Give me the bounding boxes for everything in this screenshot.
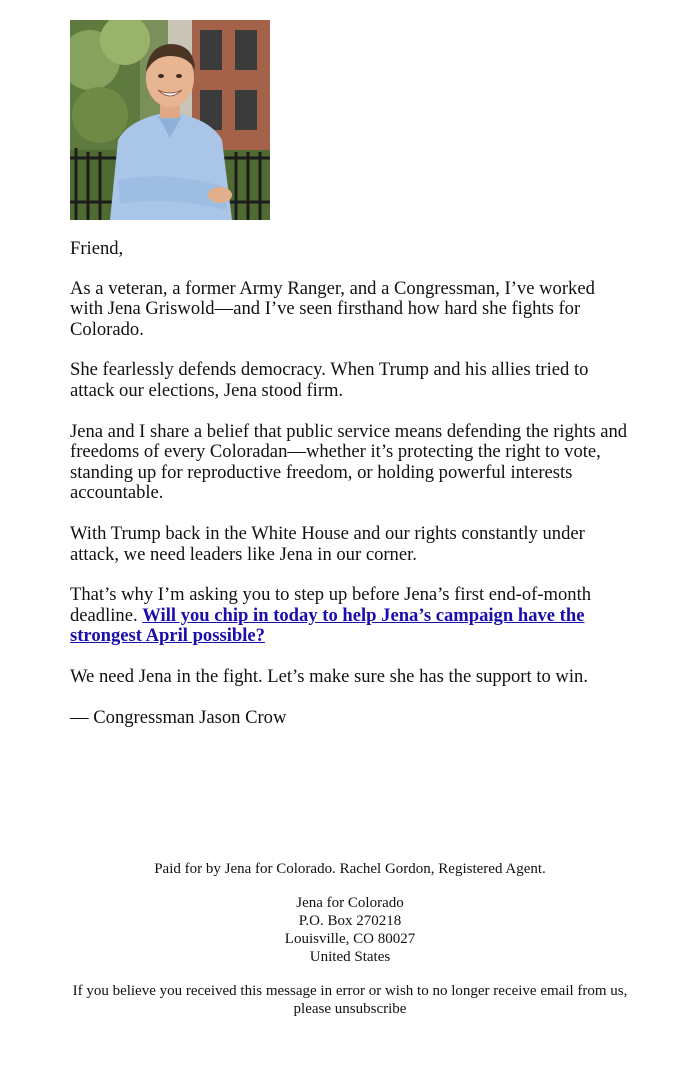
paragraph-veteran: As a veteran, a former Army Ranger, and a Congressman, I’ve worked with Jena Griswold—and I’ve seen firsthand how hard she fights for Colorado. [70,277,595,340]
address-org: Jena for Colorado [296,895,404,911]
mailing-address [70,894,630,966]
deadline-lead-text: That’s why I’m asking you to step up before Jena’s first end-of-month deadline. [70,584,592,626]
email-body [70,20,630,748]
paragraph-shared-belief: Jena and I share a belief that public service means defending the rights and freedoms of every Coloradan—whether it’s protecting the right to vote, standing up for reproductive freedom, or holding powerful interests accountable. [70,420,628,504]
paid-for-disclaimer: Paid for by Jena for Colorado. Rachel Gordon, Registered Agent. [154,861,546,877]
address-country: United States [309,949,391,965]
unsubscribe-notice[interactable]: If you believe you received this message in error or wish to no longer receive email from us, please unsubscribe [72,983,628,1017]
paragraph-deadline [70,585,630,647]
letter-content [70,239,630,728]
paragraph-democracy: She fearlessly defends democracy. When Trump and his allies tried to attack our elections, Jena stood firm. [70,359,589,401]
footer [70,860,630,1034]
greeting: Friend, [70,238,124,259]
chip-in-link[interactable]: Will you chip in today to help Jena’s campaign have the strongest April possible? [70,604,585,647]
address-po-box: P.O. Box 270218 [298,913,402,929]
paragraph-trump-back: With Trump back in the White House and our rights constantly under attack, we need leaders like Jena in our corner. [70,522,585,565]
portrait-photo [70,20,270,220]
address-city: Louisville, CO 80027 [284,931,416,947]
signature: — Congressman Jason Crow [70,706,287,728]
paragraph-support: We need Jena in the fight. Let’s make sure she has the support to win. [70,665,588,687]
